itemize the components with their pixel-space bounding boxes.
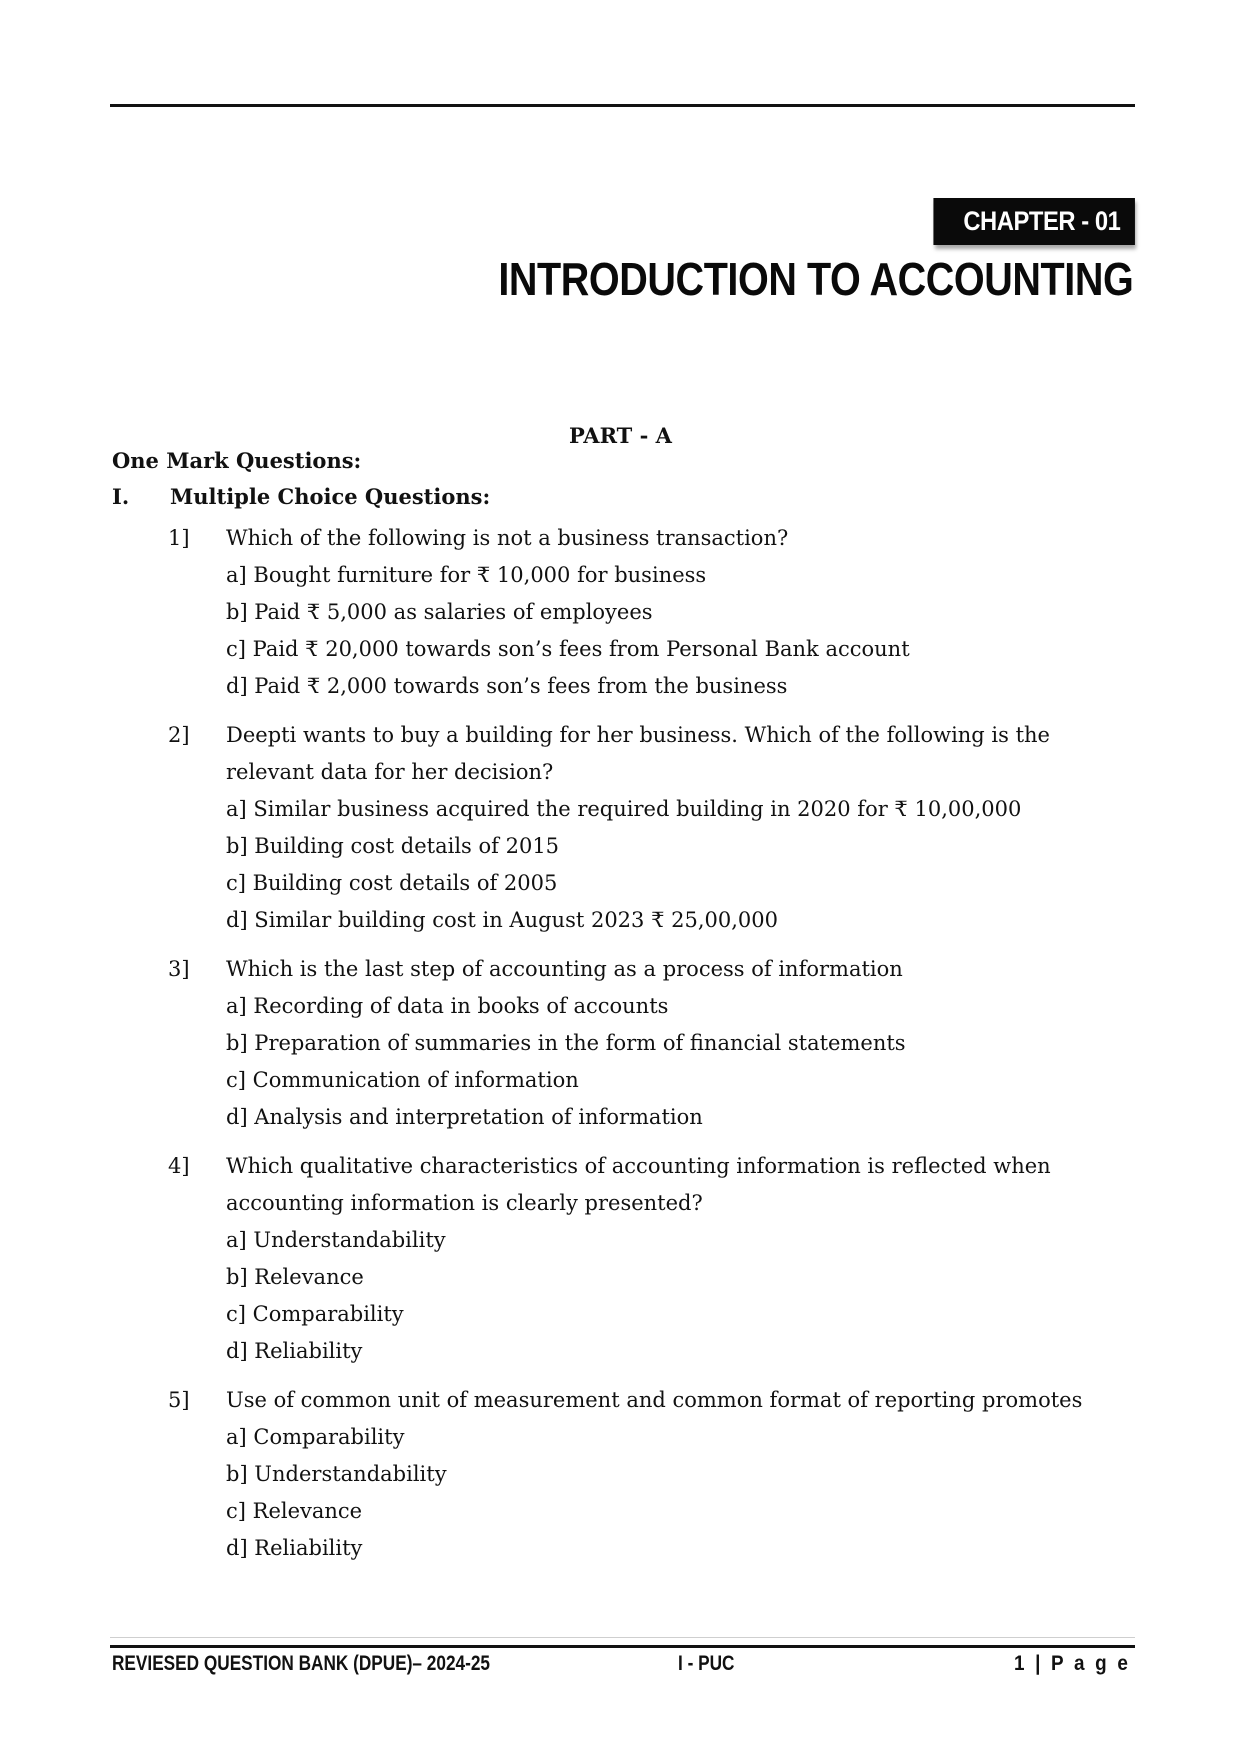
option-b: b] Understandability	[226, 1462, 447, 1486]
option-b: b] Relevance	[226, 1265, 364, 1289]
option-d: d] Reliability	[226, 1339, 363, 1363]
header-rule	[110, 104, 1135, 107]
question-text: Which qualitative characteristics of accounting information is reflected when accounting information is clearly presented?	[226, 1154, 1051, 1215]
question-list	[168, 520, 1138, 1579]
question-text: Which is the last step of accounting as a process of information	[226, 957, 903, 981]
question-item	[168, 717, 1138, 939]
option-b: b] Building cost details of 2015	[226, 834, 560, 858]
option-a: a] Understandability	[226, 1228, 446, 1252]
question-text: Deepti wants to buy a building for her business. Which of the following is the relevant data for her decision?	[226, 723, 1050, 784]
option-c: c] Comparability	[226, 1302, 404, 1326]
option-a: a] Comparability	[226, 1425, 405, 1449]
question-number: 5]	[168, 1388, 190, 1412]
question-item	[168, 1382, 1138, 1567]
option-a: a] Bought furniture for ₹ 10,000 for business	[226, 563, 707, 587]
question-number: 3]	[168, 957, 190, 981]
section-heading: One Mark Questions:	[112, 448, 362, 473]
question-number: 2]	[168, 723, 190, 747]
option-d: d] Reliability	[226, 1536, 363, 1560]
question-number: 4]	[168, 1154, 190, 1178]
option-d: d] Paid ₹ 2,000 towards son’s fees from the business	[226, 674, 788, 698]
subsection-heading: Multiple Choice Questions:	[170, 484, 491, 509]
option-a: a] Recording of data in books of accounts	[226, 994, 669, 1018]
chapter-badge: CHAPTER - 01	[934, 198, 1135, 245]
subsection-numeral: I.	[112, 484, 130, 509]
option-d: d] Similar building cost in August 2023 ₹ 25,00,000	[226, 908, 778, 932]
question-number: 1]	[168, 526, 190, 550]
question-item	[168, 1148, 1138, 1370]
option-c: c] Communication of information	[226, 1068, 579, 1092]
option-d: d] Analysis and interpretation of information	[226, 1105, 703, 1129]
chapter-title: INTRODUCTION TO ACCOUNTING	[498, 253, 1133, 305]
part-title: PART - A	[569, 423, 672, 448]
option-b: b] Paid ₹ 5,000 as salaries of employees	[226, 600, 653, 624]
footer-rule	[110, 1645, 1135, 1648]
option-a: a] Similar business acquired the required building in 2020 for ₹ 10,00,000	[226, 797, 1022, 821]
option-c: c] Paid ₹ 20,000 towards son’s fees from Personal Bank account	[226, 637, 910, 661]
question-item	[168, 520, 1138, 705]
footer-page-number: 1 | P a g e	[1014, 1652, 1131, 1675]
footer-class-label: I - PUC	[678, 1652, 735, 1675]
option-c: c] Building cost details of 2005	[226, 871, 558, 895]
question-text: Use of common unit of measurement and common format of reporting promotes	[226, 1388, 1083, 1412]
footer-thin-rule	[110, 1637, 1135, 1638]
option-b: b] Preparation of summaries in the form of financial statements	[226, 1031, 906, 1055]
footer-document-title: REVIESED QUESTION BANK (DPUE)– 2024-25	[112, 1652, 490, 1675]
question-item	[168, 951, 1138, 1136]
question-text: Which of the following is not a business transaction?	[226, 526, 789, 550]
option-c: c] Relevance	[226, 1499, 363, 1523]
